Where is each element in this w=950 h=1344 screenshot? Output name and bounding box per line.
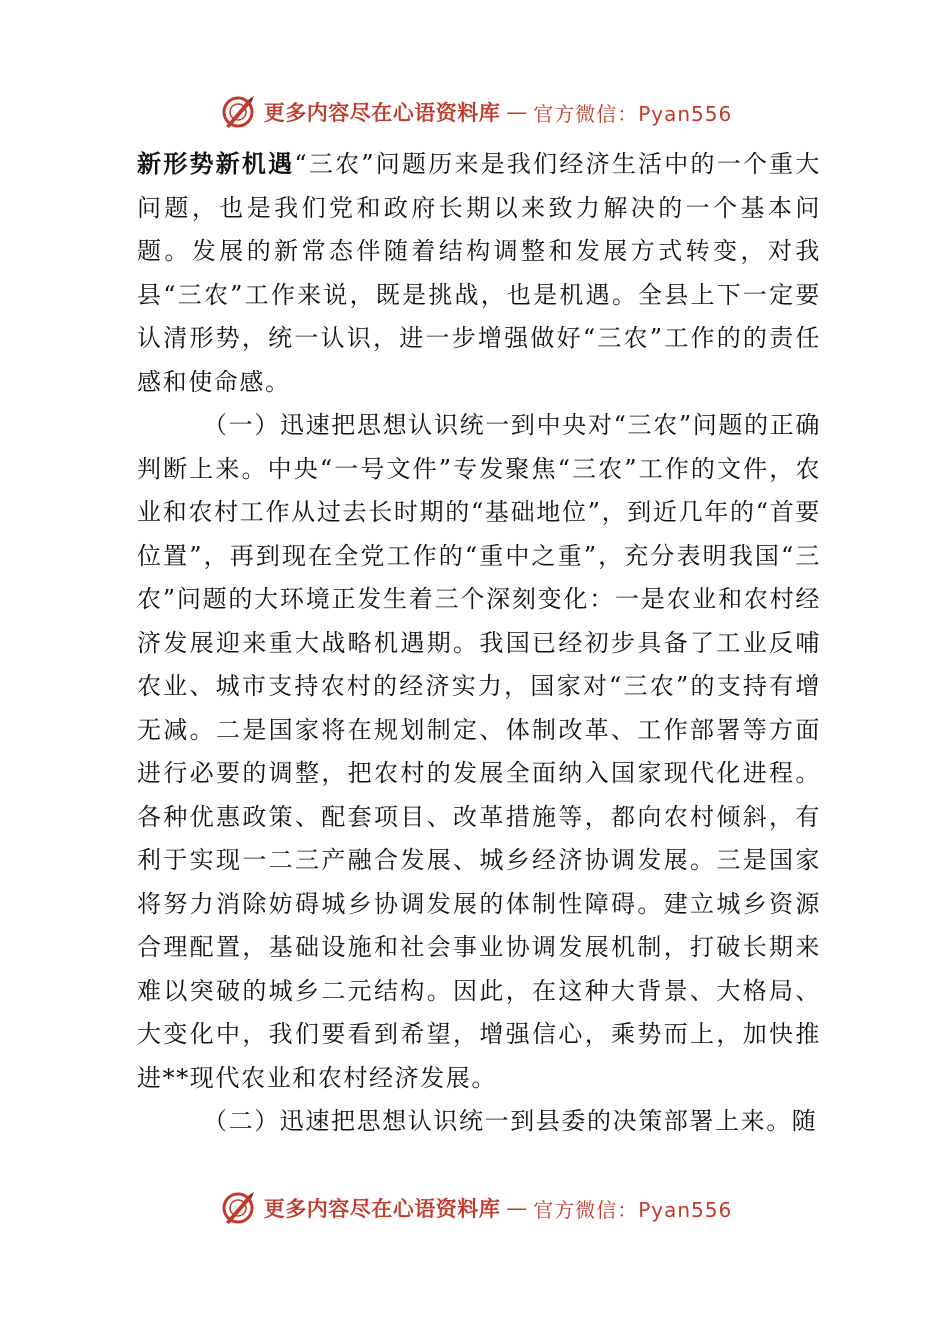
banner-brand-text: 更多内容尽在心语资料库 xyxy=(263,1196,501,1221)
banner-dash: — xyxy=(506,1196,528,1220)
banner-wechat-text: 官方微信：Pyan556 xyxy=(533,1197,733,1222)
quill-seal-logo-icon xyxy=(218,92,258,132)
header-banner xyxy=(0,90,950,134)
banner-wechat-text: 官方微信：Pyan556 xyxy=(533,101,733,126)
paragraph-1-lead: 新形势新机遇 xyxy=(137,149,295,178)
paragraph-3: （二）迅速把思想认识统一到县委的决策部署上来。随 xyxy=(203,1107,818,1135)
quill-seal-logo-icon xyxy=(218,1188,258,1228)
paragraph-2: （一）迅速把思想认识统一到中央对“三农”问题的正确判断上来。中央“一号文件”专发聚焦“三农”工作的文件，农业和农村工作从过去长时期的“基础地位”，到近几年的“首要位置”，再到现在全党工作的“重中之重”，充分表明我国“三农”问题的大环境正发生着三个深刻变化：一是农业和农村经济发展迎来重大战略机遇期。我国已经初步具备了工业反哺农业、城市支持农村的经济实力，国家对“三农”的支持有增无减。二是国家将在规划制定、体制改革、工作部署等方面进行必要的调整，把农村的发展全面纳入国家现代化进程。各种优惠政策、配套项目、改革措施等，都向农村倾斜，有利于实现一二三产融合发展、城乡经济协调发展。三是国家将努力消除妨碍城乡协调发展的体制性障碍。建立城乡资源合理配置，基础设施和社会事业协调发展机制，打破长期来难以突破的城乡二元结构。因此，在这种大背景、大格局、大变化中，我们要看到希望，增强信心，乘势而上，加快推进**现代农业和农村经济发展。 xyxy=(137,411,821,1092)
banner-brand-text: 更多内容尽在心语资料库 xyxy=(263,100,501,125)
banner-dash: — xyxy=(506,100,528,124)
footer-banner xyxy=(0,1186,950,1230)
paragraph-1 xyxy=(137,142,821,404)
document-body xyxy=(137,142,821,1144)
paragraph-1-text: “三农”问题历来是我们经济生活中的一个重大问题，也是我们党和政府长期以来致力解决的一个基本问题。发展的新常态伴随着结构调整和发展方式转变，对我县“三农”工作来说，既是挑战，也是机遇。全县上下一定要认清形势，统一认识，进一步增强做好“三农”工作的的责任感和使命感。 xyxy=(137,150,821,396)
